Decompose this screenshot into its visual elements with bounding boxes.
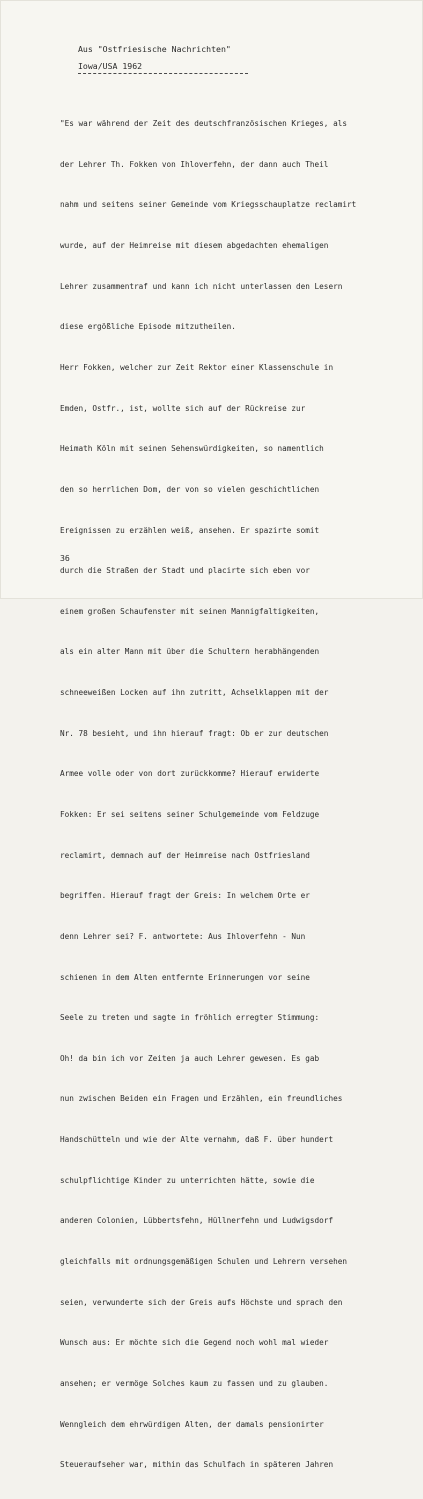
text-line: seien, verwunderte sich der Greis aufs Höchste und sprach den (60, 1297, 343, 1307)
text-line: den so herrlichen Dom, der von so vielen geschichtlichen (60, 484, 320, 494)
dashed-underline (78, 73, 248, 74)
text-line: Wenngleich dem ehrwürdigen Alten, der damals pensionirter (60, 1419, 324, 1429)
text-line: reclamirt, demnach auf der Heimreise nach Ostfriesland (60, 850, 310, 860)
text-line: denn Lehrer sei? F. antwortete: Aus Ihloverfehn - Nun (60, 931, 306, 941)
article-body (60, 90, 390, 1499)
source-line: Aus "Ostfriesische Nachrichten" (78, 44, 231, 54)
text-line: der Lehrer Th. Fokken von Ihloverfehn, der dann auch Theil (60, 159, 329, 169)
text-line: Ereignissen zu erzählen weiß, ansehen. Er spazirte somit (60, 525, 320, 535)
text-line: Wunsch aus: Er möchte sich die Gegend noch wohl mal wieder (60, 1338, 329, 1348)
text-line: Handschütteln und wie der Alte vernahm, daß F. über hundert (60, 1135, 334, 1145)
text-line: nun zwischen Beiden ein Fragen und Erzählen, ein freundliches (60, 1094, 343, 1104)
text-line: einem großen Schaufenster mit seinen Mannigfaltigkeiten, (60, 606, 320, 616)
text-line: Heimath Köln mit seinen Sehenswürdigkeiten, so namentlich (60, 444, 324, 454)
page-number: 36 (60, 553, 70, 563)
text-line: schulpflichtige Kinder zu unterrichten hätte, sowie die (60, 1175, 315, 1185)
text-line: "Es war während der Zeit des deutschfranzösischen Krieges, als (60, 119, 347, 129)
text-line: Herr Fokken, welcher zur Zeit Rektor einer Klassenschule in (60, 362, 334, 372)
text-line: nahm und seitens seiner Gemeinde vom Kriegsschauplatze reclamirt (60, 200, 357, 210)
text-line: Oh! da bin ich vor Zeiten ja auch Lehrer gewesen. Es gab (60, 1053, 320, 1063)
text-line: Steueraufseher war, mithin das Schulfach in späteren Jahren (60, 1460, 334, 1470)
text-line: als ein alter Mann mit über die Schultern herabhängenden (60, 647, 320, 657)
text-line: Fokken: Er sei seitens seiner Schulgemeinde vom Feldzuge (60, 809, 320, 819)
text-line: diese ergößliche Episode mitzutheilen. (60, 322, 236, 332)
text-line: gleichfalls mit ordnungsgemäßigen Schulen und Lehrern versehen (60, 1257, 347, 1267)
location-year-line: Iowa/USA 1962 (78, 61, 143, 71)
text-line: Emden, Ostfr., ist, wollte sich auf der Rückreise zur (60, 403, 306, 413)
text-line: Armee volle oder von dort zurückkomme? Hierauf erwiderte (60, 769, 320, 779)
text-line: anderen Colonien, Lübbertsfehn, Hüllnerfehn und Ludwigsdorf (60, 1216, 334, 1226)
text-line: wurde, auf der Heimreise mit diesem abgedachten ehemaligen (60, 241, 329, 251)
text-line: durch die Straßen der Stadt und placirte sich eben vor (60, 566, 310, 576)
text-line: Seele zu treten und sagte in fröhlich erregter Stimmung: (60, 1013, 320, 1023)
text-line: Lehrer zusammentraf und kann ich nicht unterlassen den Lesern (60, 281, 343, 291)
text-line: ansehen; er vermöge Solches kaum zu fassen und zu glauben. (60, 1378, 329, 1388)
text-line: Nr. 78 besieht, und ihn hierauf fragt: Ob er zur deutschen (60, 728, 329, 738)
text-line: schienen in dem Alten entfernte Erinnerungen vor seine (60, 972, 310, 982)
text-line: schneeweißen Locken auf ihn zutritt, Achselklappen mit der (60, 688, 329, 698)
text-line: begriffen. Hierauf fragt der Greis: In welchem Orte er (60, 891, 310, 901)
